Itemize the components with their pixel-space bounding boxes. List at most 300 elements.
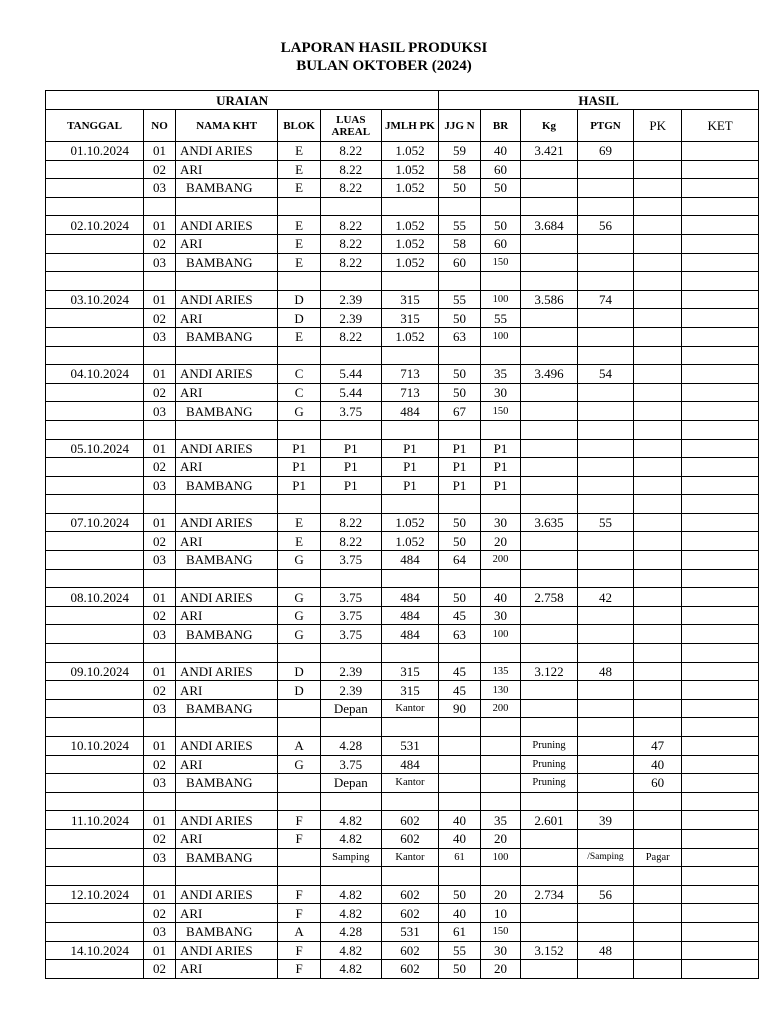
cell-ptgn [577,402,633,421]
cell-kg [521,829,577,848]
cell-jjgn [439,569,481,588]
cell-ket [682,792,759,811]
cell-luas [320,792,381,811]
cell-nama: ARI [176,160,278,179]
cell-nama [176,197,278,216]
cell-jjgn: 55 [439,216,481,235]
cell-jmlh: 713 [381,383,439,402]
cell-no: 02 [144,681,176,700]
cell-br [480,420,520,439]
cell-br: 150 [480,253,520,272]
cell-tanggal [46,234,144,253]
cell-ptgn: 56 [577,216,633,235]
cell-tanggal [46,569,144,588]
cell-nama: ANDI ARIES [176,885,278,904]
cell-kg: 3.496 [521,365,577,384]
cell-tanggal: 01.10.2024 [46,142,144,161]
cell-ptgn [577,867,633,886]
cell-br: 150 [480,922,520,941]
cell-br: 40 [480,142,520,161]
cell-ket [682,718,759,737]
cell-luas: 8.22 [320,234,381,253]
cell-jmlh: 1.052 [381,253,439,272]
cell-jjgn: 67 [439,402,481,421]
cell-tanggal: 02.10.2024 [46,216,144,235]
cell-ptgn [577,625,633,644]
cell-br [480,867,520,886]
cell-jmlh: 602 [381,960,439,979]
cell-nama: ANDI ARIES [176,588,278,607]
cell-jjgn: 50 [439,365,481,384]
cell-nama [176,272,278,291]
cell-br: 100 [480,848,520,867]
cell-no: 01 [144,513,176,532]
cell-nama: ARI [176,309,278,328]
cell-nama [176,420,278,439]
cell-pk [634,644,682,663]
cell-jjgn [439,867,481,886]
cell-luas: 2.39 [320,290,381,309]
cell-ket [682,234,759,253]
cell-ptgn [577,737,633,756]
cell-nama: ANDI ARIES [176,737,278,756]
cell-kg [521,904,577,923]
cell-nama: BAMBANG [176,402,278,421]
cell-pk [634,476,682,495]
cell-ptgn [577,606,633,625]
cell-blok [278,718,321,737]
cell-jmlh [381,495,439,514]
cell-pk [634,718,682,737]
cell-blok: F [278,829,321,848]
cell-pk [634,160,682,179]
cell-jjgn: 60 [439,253,481,272]
cell-tanggal [46,904,144,923]
cell-pk [634,495,682,514]
cell-jmlh [381,718,439,737]
cell-jjgn: P1 [439,458,481,477]
cell-jmlh: Kantor [381,699,439,718]
cell-ptgn [577,718,633,737]
cell-pk [634,513,682,532]
cell-luas: 8.22 [320,532,381,551]
table-row [46,625,759,644]
cell-pk [634,606,682,625]
cell-no: 03 [144,774,176,793]
cell-br: 20 [480,532,520,551]
table-row [46,383,759,402]
table-row [46,606,759,625]
cell-luas: 2.39 [320,662,381,681]
cell-jjgn: 45 [439,662,481,681]
cell-pk [634,569,682,588]
cell-br: 30 [480,606,520,625]
cell-br: 30 [480,383,520,402]
cell-nama: BAMBANG [176,922,278,941]
cell-jjgn: 58 [439,160,481,179]
cell-kg [521,160,577,179]
col-ptgn: PTGN [577,110,633,142]
table-row [46,365,759,384]
cell-nama: ANDI ARIES [176,662,278,681]
cell-ptgn: 56 [577,885,633,904]
cell-tanggal [46,644,144,663]
cell-ptgn [577,346,633,365]
table-row [46,551,759,570]
group-uraian: URAIAN [46,91,439,110]
cell-jjgn [439,495,481,514]
cell-tanggal [46,346,144,365]
cell-jmlh: 315 [381,290,439,309]
cell-blok: F [278,960,321,979]
cell-tanggal [46,160,144,179]
cell-br: P1 [480,439,520,458]
cell-luas: 3.75 [320,606,381,625]
cell-jjgn: 55 [439,941,481,960]
cell-luas [320,644,381,663]
cell-jmlh: P1 [381,439,439,458]
cell-luas: 5.44 [320,365,381,384]
cell-luas [320,718,381,737]
cell-tanggal [46,792,144,811]
cell-ptgn [577,272,633,291]
cell-blok: F [278,885,321,904]
cell-ket [682,588,759,607]
cell-jjgn: 59 [439,142,481,161]
cell-no [144,272,176,291]
cell-luas: P1 [320,476,381,495]
cell-nama: ARI [176,755,278,774]
cell-luas: 4.28 [320,922,381,941]
cell-no: 02 [144,755,176,774]
cell-luas: 4.82 [320,960,381,979]
cell-no: 03 [144,922,176,941]
cell-ptgn [577,160,633,179]
cell-pk [634,216,682,235]
cell-ptgn [577,755,633,774]
spacer-row [46,644,759,663]
col-pk: PK [634,110,682,142]
cell-jmlh: 484 [381,402,439,421]
cell-luas: 8.22 [320,216,381,235]
cell-luas: 4.82 [320,811,381,830]
cell-pk [634,532,682,551]
cell-jjgn: 50 [439,960,481,979]
cell-nama: BAMBANG [176,848,278,867]
cell-br: 130 [480,681,520,700]
cell-ptgn: 48 [577,941,633,960]
cell-ket [682,272,759,291]
cell-pk [634,829,682,848]
cell-nama: ARI [176,532,278,551]
production-table [45,90,759,979]
cell-ptgn [577,922,633,941]
cell-blok: P1 [278,439,321,458]
cell-ket [682,420,759,439]
cell-br: 60 [480,160,520,179]
cell-kg [521,922,577,941]
cell-nama: ARI [176,383,278,402]
cell-no [144,644,176,663]
cell-blok: P1 [278,476,321,495]
cell-ket [682,885,759,904]
cell-jmlh: 1.052 [381,216,439,235]
cell-tanggal [46,551,144,570]
cell-tanggal [46,309,144,328]
cell-pk [634,551,682,570]
cell-kg [521,197,577,216]
table-row [46,811,759,830]
spacer-row [46,867,759,886]
cell-jmlh: 1.052 [381,327,439,346]
cell-blok: G [278,606,321,625]
cell-jjgn [439,197,481,216]
cell-ket [682,699,759,718]
cell-pk [634,458,682,477]
cell-jjgn [439,644,481,663]
cell-blok: D [278,309,321,328]
cell-br [480,197,520,216]
cell-no: 01 [144,290,176,309]
cell-no: 02 [144,960,176,979]
table-row [46,234,759,253]
cell-pk: 40 [634,755,682,774]
cell-ket [682,681,759,700]
cell-no: 01 [144,811,176,830]
cell-blok: D [278,662,321,681]
cell-pk [634,941,682,960]
cell-ket [682,458,759,477]
cell-nama: BAMBANG [176,476,278,495]
cell-tanggal [46,476,144,495]
cell-nama: BAMBANG [176,625,278,644]
col-br: BR [480,110,520,142]
col-tanggal: TANGGAL [46,110,144,142]
cell-no: 01 [144,941,176,960]
cell-br [480,495,520,514]
table-row [46,960,759,979]
spacer-row [46,792,759,811]
cell-jmlh: 484 [381,551,439,570]
cell-jjgn: 50 [439,179,481,198]
cell-blok: E [278,513,321,532]
table-row [46,848,759,867]
table-row [46,458,759,477]
report-period: BULAN OKTOBER (2024) [296,58,472,74]
cell-ket [682,625,759,644]
cell-jmlh: 484 [381,755,439,774]
cell-no [144,867,176,886]
cell-jmlh: 531 [381,737,439,756]
cell-br [480,755,520,774]
cell-nama: ANDI ARIES [176,439,278,458]
cell-luas [320,346,381,365]
cell-no: 03 [144,699,176,718]
cell-br: 55 [480,309,520,328]
cell-blok [278,346,321,365]
cell-tanggal [46,495,144,514]
cell-jmlh: 315 [381,662,439,681]
cell-tanggal: 04.10.2024 [46,365,144,384]
cell-tanggal: 07.10.2024 [46,513,144,532]
cell-ket [682,402,759,421]
cell-ptgn: 54 [577,365,633,384]
cell-br: 20 [480,960,520,979]
cell-no [144,718,176,737]
cell-kg [521,327,577,346]
cell-luas: 3.75 [320,551,381,570]
cell-kg [521,272,577,291]
cell-ptgn [577,532,633,551]
cell-kg [521,420,577,439]
cell-jjgn: 50 [439,885,481,904]
cell-ptgn [577,699,633,718]
cell-blok [278,569,321,588]
cell-ptgn [577,383,633,402]
cell-kg: 3.122 [521,662,577,681]
cell-tanggal [46,774,144,793]
cell-kg [521,699,577,718]
cell-br: 20 [480,885,520,904]
cell-ket [682,867,759,886]
cell-pk [634,365,682,384]
cell-jjgn: 90 [439,699,481,718]
cell-ptgn: 69 [577,142,633,161]
cell-no [144,346,176,365]
cell-blok: A [278,737,321,756]
cell-jmlh [381,792,439,811]
cell-no: 02 [144,383,176,402]
cell-ptgn: 42 [577,588,633,607]
cell-pk [634,699,682,718]
cell-kg [521,253,577,272]
cell-blok [278,792,321,811]
cell-luas: Depan [320,774,381,793]
cell-ptgn [577,458,633,477]
cell-luas: 3.75 [320,402,381,421]
cell-no: 03 [144,179,176,198]
cell-pk [634,272,682,291]
cell-kg [521,439,577,458]
cell-nama: ANDI ARIES [176,365,278,384]
cell-pk [634,681,682,700]
cell-no: 02 [144,606,176,625]
table-row [46,216,759,235]
cell-ket [682,960,759,979]
cell-jjgn: 55 [439,290,481,309]
cell-blok: E [278,160,321,179]
table-row [46,142,759,161]
cell-tanggal [46,272,144,291]
cell-br: 135 [480,662,520,681]
cell-jjgn: 50 [439,532,481,551]
cell-ket [682,737,759,756]
cell-jmlh: 1.052 [381,234,439,253]
cell-tanggal [46,848,144,867]
table-row [46,829,759,848]
cell-kg [521,458,577,477]
cell-tanggal [46,458,144,477]
cell-jmlh: 1.052 [381,160,439,179]
cell-ket [682,513,759,532]
cell-nama: ANDI ARIES [176,811,278,830]
cell-blok: C [278,365,321,384]
cell-blok: F [278,941,321,960]
cell-ptgn: 39 [577,811,633,830]
cell-blok [278,774,321,793]
cell-jmlh: Kantor [381,774,439,793]
cell-tanggal [46,606,144,625]
cell-br: 10 [480,904,520,923]
cell-nama: ANDI ARIES [176,216,278,235]
cell-br: 100 [480,290,520,309]
cell-jjgn: P1 [439,476,481,495]
cell-blok [278,420,321,439]
cell-tanggal [46,179,144,198]
cell-ket [682,662,759,681]
table-row [46,737,759,756]
cell-blok: D [278,290,321,309]
cell-jmlh: 602 [381,811,439,830]
cell-pk [634,253,682,272]
spacer-row [46,272,759,291]
cell-kg [521,867,577,886]
cell-pk: 60 [634,774,682,793]
cell-no: 03 [144,625,176,644]
cell-pk [634,197,682,216]
cell-kg: 3.586 [521,290,577,309]
cell-blok [278,644,321,663]
cell-br [480,272,520,291]
cell-luas [320,420,381,439]
cell-ptgn [577,551,633,570]
cell-ptgn [577,327,633,346]
cell-ptgn: 55 [577,513,633,532]
cell-br: P1 [480,476,520,495]
cell-pk: 47 [634,737,682,756]
cell-kg [521,644,577,663]
cell-kg [521,179,577,198]
col-no: NO [144,110,176,142]
cell-jjgn [439,792,481,811]
cell-ptgn [577,179,633,198]
cell-ptgn [577,569,633,588]
cell-ket [682,922,759,941]
cell-luas: 8.22 [320,160,381,179]
cell-nama [176,867,278,886]
table-row [46,290,759,309]
cell-ptgn [577,197,633,216]
cell-blok: E [278,532,321,551]
cell-nama: ANDI ARIES [176,941,278,960]
cell-no: 03 [144,476,176,495]
cell-kg: Pruning [521,774,577,793]
cell-blok: E [278,253,321,272]
cell-luas: 2.39 [320,681,381,700]
cell-pk [634,662,682,681]
cell-ptgn [577,234,633,253]
cell-pk [634,142,682,161]
table-row [46,327,759,346]
cell-jmlh: 602 [381,941,439,960]
cell-tanggal [46,327,144,346]
cell-br: 50 [480,179,520,198]
cell-br: 20 [480,829,520,848]
cell-nama: BAMBANG [176,551,278,570]
cell-blok: G [278,625,321,644]
cell-kg: 3.684 [521,216,577,235]
cell-pk [634,792,682,811]
